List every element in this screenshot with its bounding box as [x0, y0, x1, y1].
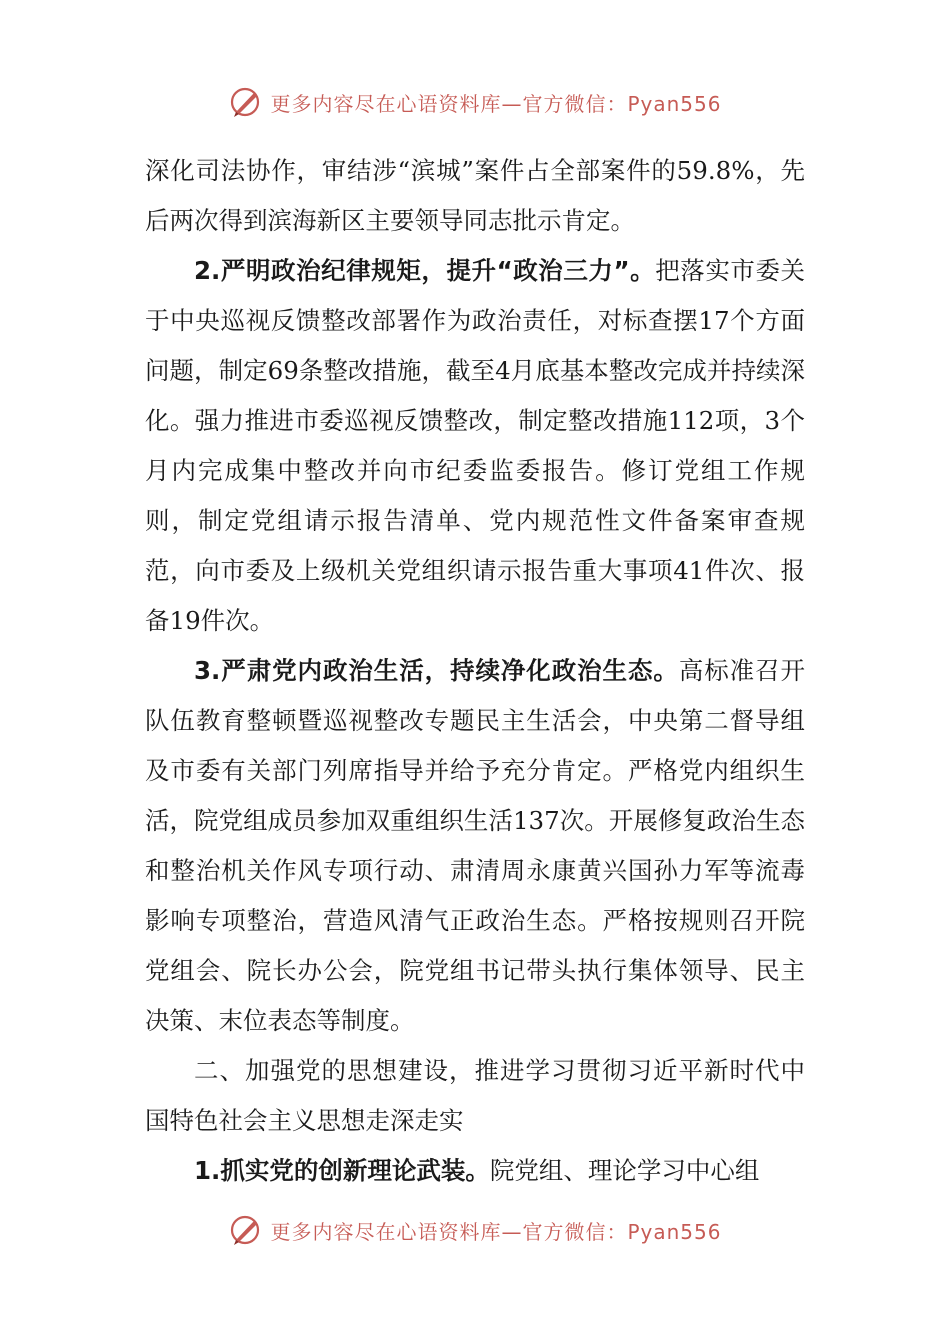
paragraph-theory-study: [145, 1146, 805, 1196]
pen-circle-logo-icon: [228, 1212, 264, 1248]
paragraph-body: 院党组、理论学习中心组: [489, 1156, 760, 1185]
watermark-header: [0, 84, 950, 120]
paragraph-political-discipline: [145, 246, 805, 646]
document-body: [145, 146, 805, 1196]
paragraph-body: 把落实市委关于中央巡视反馈整改部署作为政治责任，对标查摆17个方面问题，制定69条整改措施，截至4月底基本整改完成并持续深化。强力推进市委巡视反馈整改，制定整改措施112项，3个月内完成集中整改并向市纪委监委报告。修订党组工作规则，制定党组请示报告清单、党内规范性文件备案审查规范，向市委及上级机关党组织请示报告重大事项41件次、报备19件次。: [145, 256, 806, 635]
paragraph-political-life: [145, 646, 805, 1046]
paragraph-continuation: [145, 146, 805, 246]
pen-circle-logo-icon: [228, 84, 264, 120]
paragraph-body: 深化司法协作，审结涉“滨城”案件占全部案件的59.8%，先后两次得到滨海新区主要领导同志批示肯定。: [145, 156, 805, 235]
paragraph-lead: 3.严肃党内政治生活，持续净化政治生态。: [194, 656, 679, 685]
paragraph-lead: 1.抓实党的创新理论武装。: [194, 1156, 490, 1185]
watermark-text: 更多内容尽在心语资料库—官方微信：Pyan556: [270, 1219, 722, 1244]
paragraph-body: 高标准召开队伍教育整顿暨巡视整改专题民主生活会，中央第二督导组及市委有关部门列席指导并给予充分肯定。严格党内组织生活，院党组成员参加双重组织生活137次。开展修复政治生态和整治机关作风专项行动、肃清周永康黄兴国孙力军等流毒影响专项整治，营造风清气正政治生态。严格按规则召开院党组会、院长办公会，院党组书记带头执行集体领导、民主决策、末位表态等制度。: [145, 656, 806, 1035]
watermark-text: 更多内容尽在心语资料库—官方微信：Pyan556: [270, 91, 722, 116]
section-heading: 二、加强党的思想建设，推进学习贯彻习近平新时代中国特色社会主义思想走深走实: [145, 1056, 805, 1135]
watermark-footer: [0, 1212, 950, 1248]
paragraph-lead: 2.严明政治纪律规矩，提升“政治三力”。: [194, 256, 656, 285]
